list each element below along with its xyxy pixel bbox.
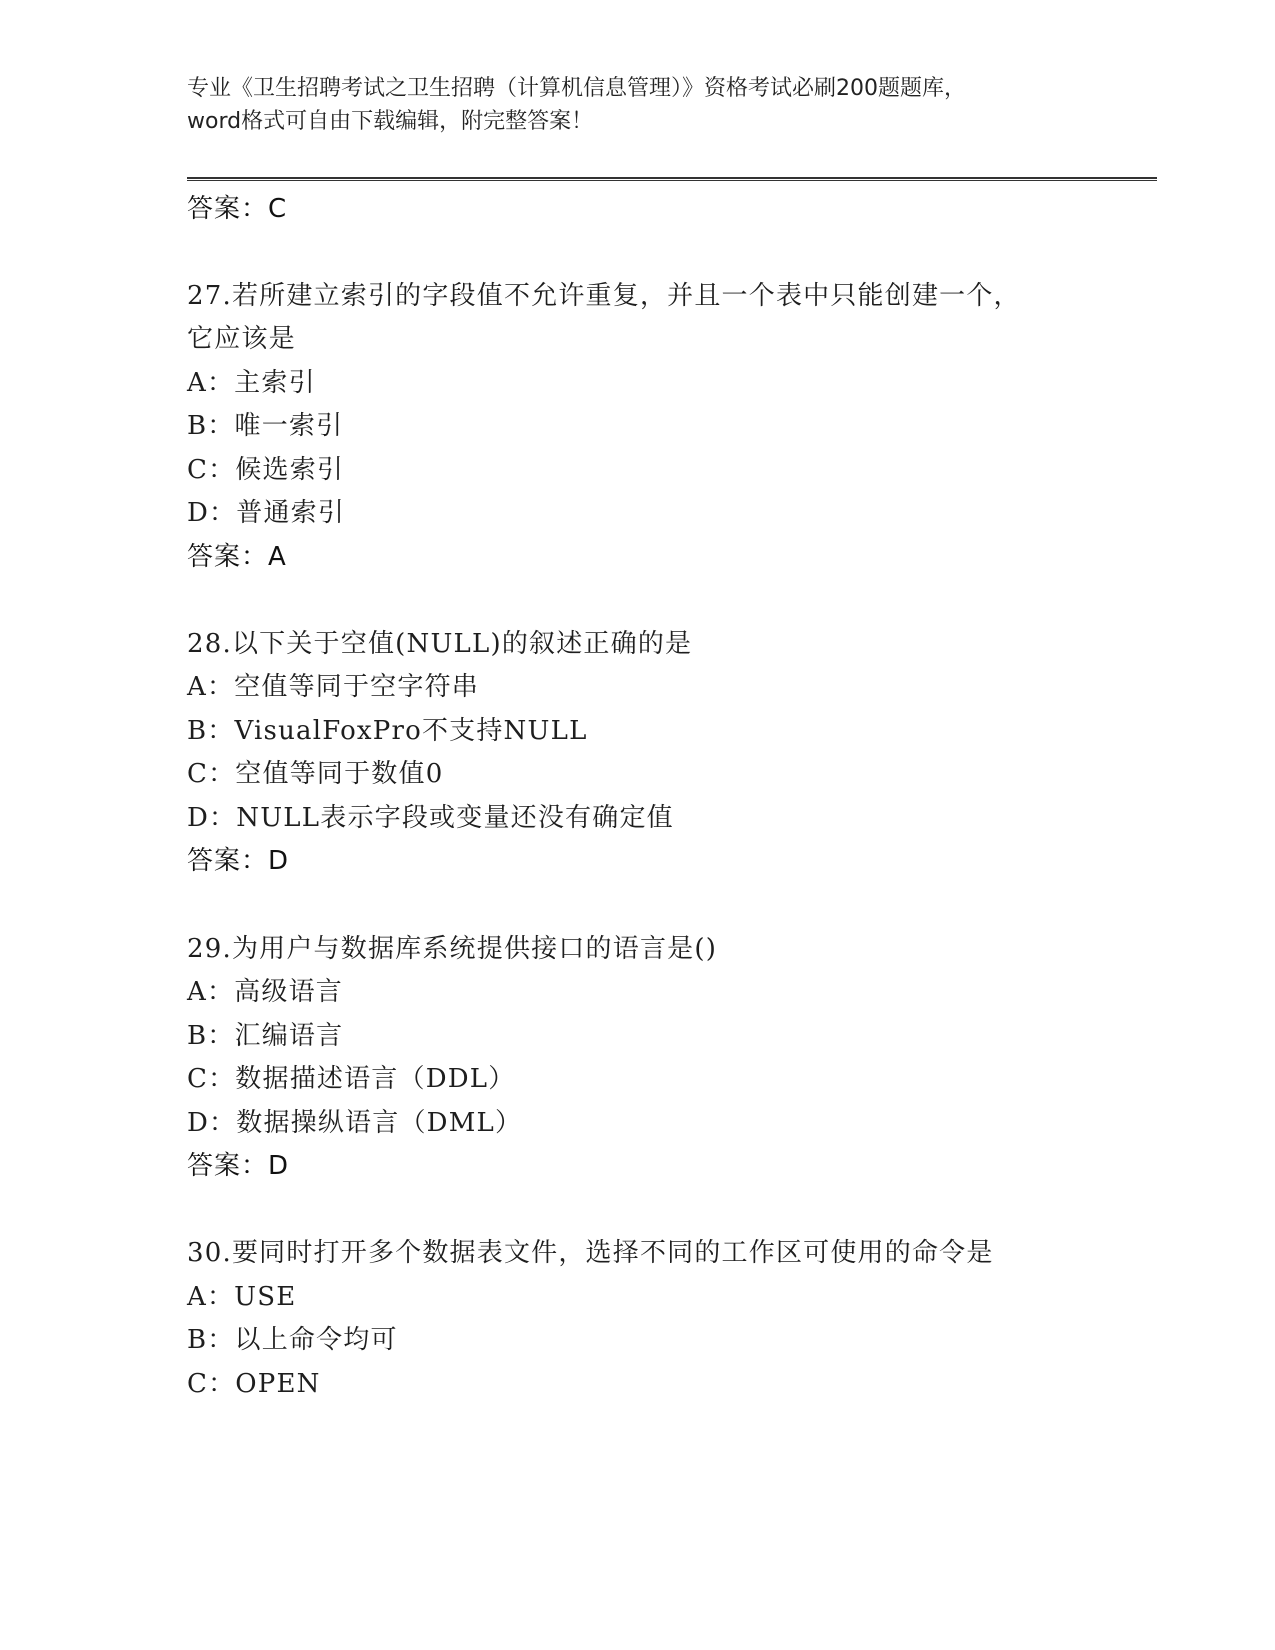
question-28-answer: 答案：D [187,846,290,876]
header-divider [187,177,1157,181]
question-29-option-b: B：汇编语言 [187,1021,344,1051]
question-28-stem: 28.以下关于空值(NULL)的叙述正确的是 [187,629,693,659]
question-27-answer: 答案：A [187,542,287,572]
question-29-option-d: D：数据操纵语言（DML） [187,1108,523,1138]
question-27-stem: 27.若所建立索引的字段值不允许重复，并且一个表中只能创建一个， [187,281,1021,311]
previous-answer: 答案：C [187,194,288,224]
header-line-2: word格式可自由下载编辑，附完整答案！ [187,109,594,134]
question-28-option-a: A：空值等同于空字符串 [187,672,479,702]
question-27-stem-cont: 它应该是 [187,324,296,354]
question-28-option-d: D：NULL表示字段或变量还没有确定值 [187,803,674,833]
page-header [187,72,1087,138]
question-27-option-a: A：主索引 [187,368,316,398]
question-30-stem: 30.要同时打开多个数据表文件，选择不同的工作区可使用的命令是 [187,1238,994,1268]
question-30-option-a: A：USE [187,1282,297,1312]
question-29-stem: 29.为用户与数据库系统提供接口的语言是() [187,934,718,964]
question-27-option-b: B：唯一索引 [187,411,344,441]
question-27-option-c: C：候选索引 [187,455,345,485]
question-28-option-b: B：VisualFoxPro不支持NULL [187,716,588,746]
question-29-option-a: A：高级语言 [187,977,343,1007]
question-27-option-d: D：普通索引 [187,498,346,528]
question-29-answer: 答案：D [187,1151,290,1181]
header-line-1: 专业《卫生招聘考试之卫生招聘（计算机信息管理）》资格考试必刷200题题库， [187,76,966,101]
question-30-option-c: C：OPEN [187,1369,321,1399]
question-28-option-c: C：空值等同于数值0 [187,759,444,789]
question-29-option-c: C：数据描述语言（DDL） [187,1064,516,1094]
question-30-option-b: B：以上命令均可 [187,1325,398,1355]
